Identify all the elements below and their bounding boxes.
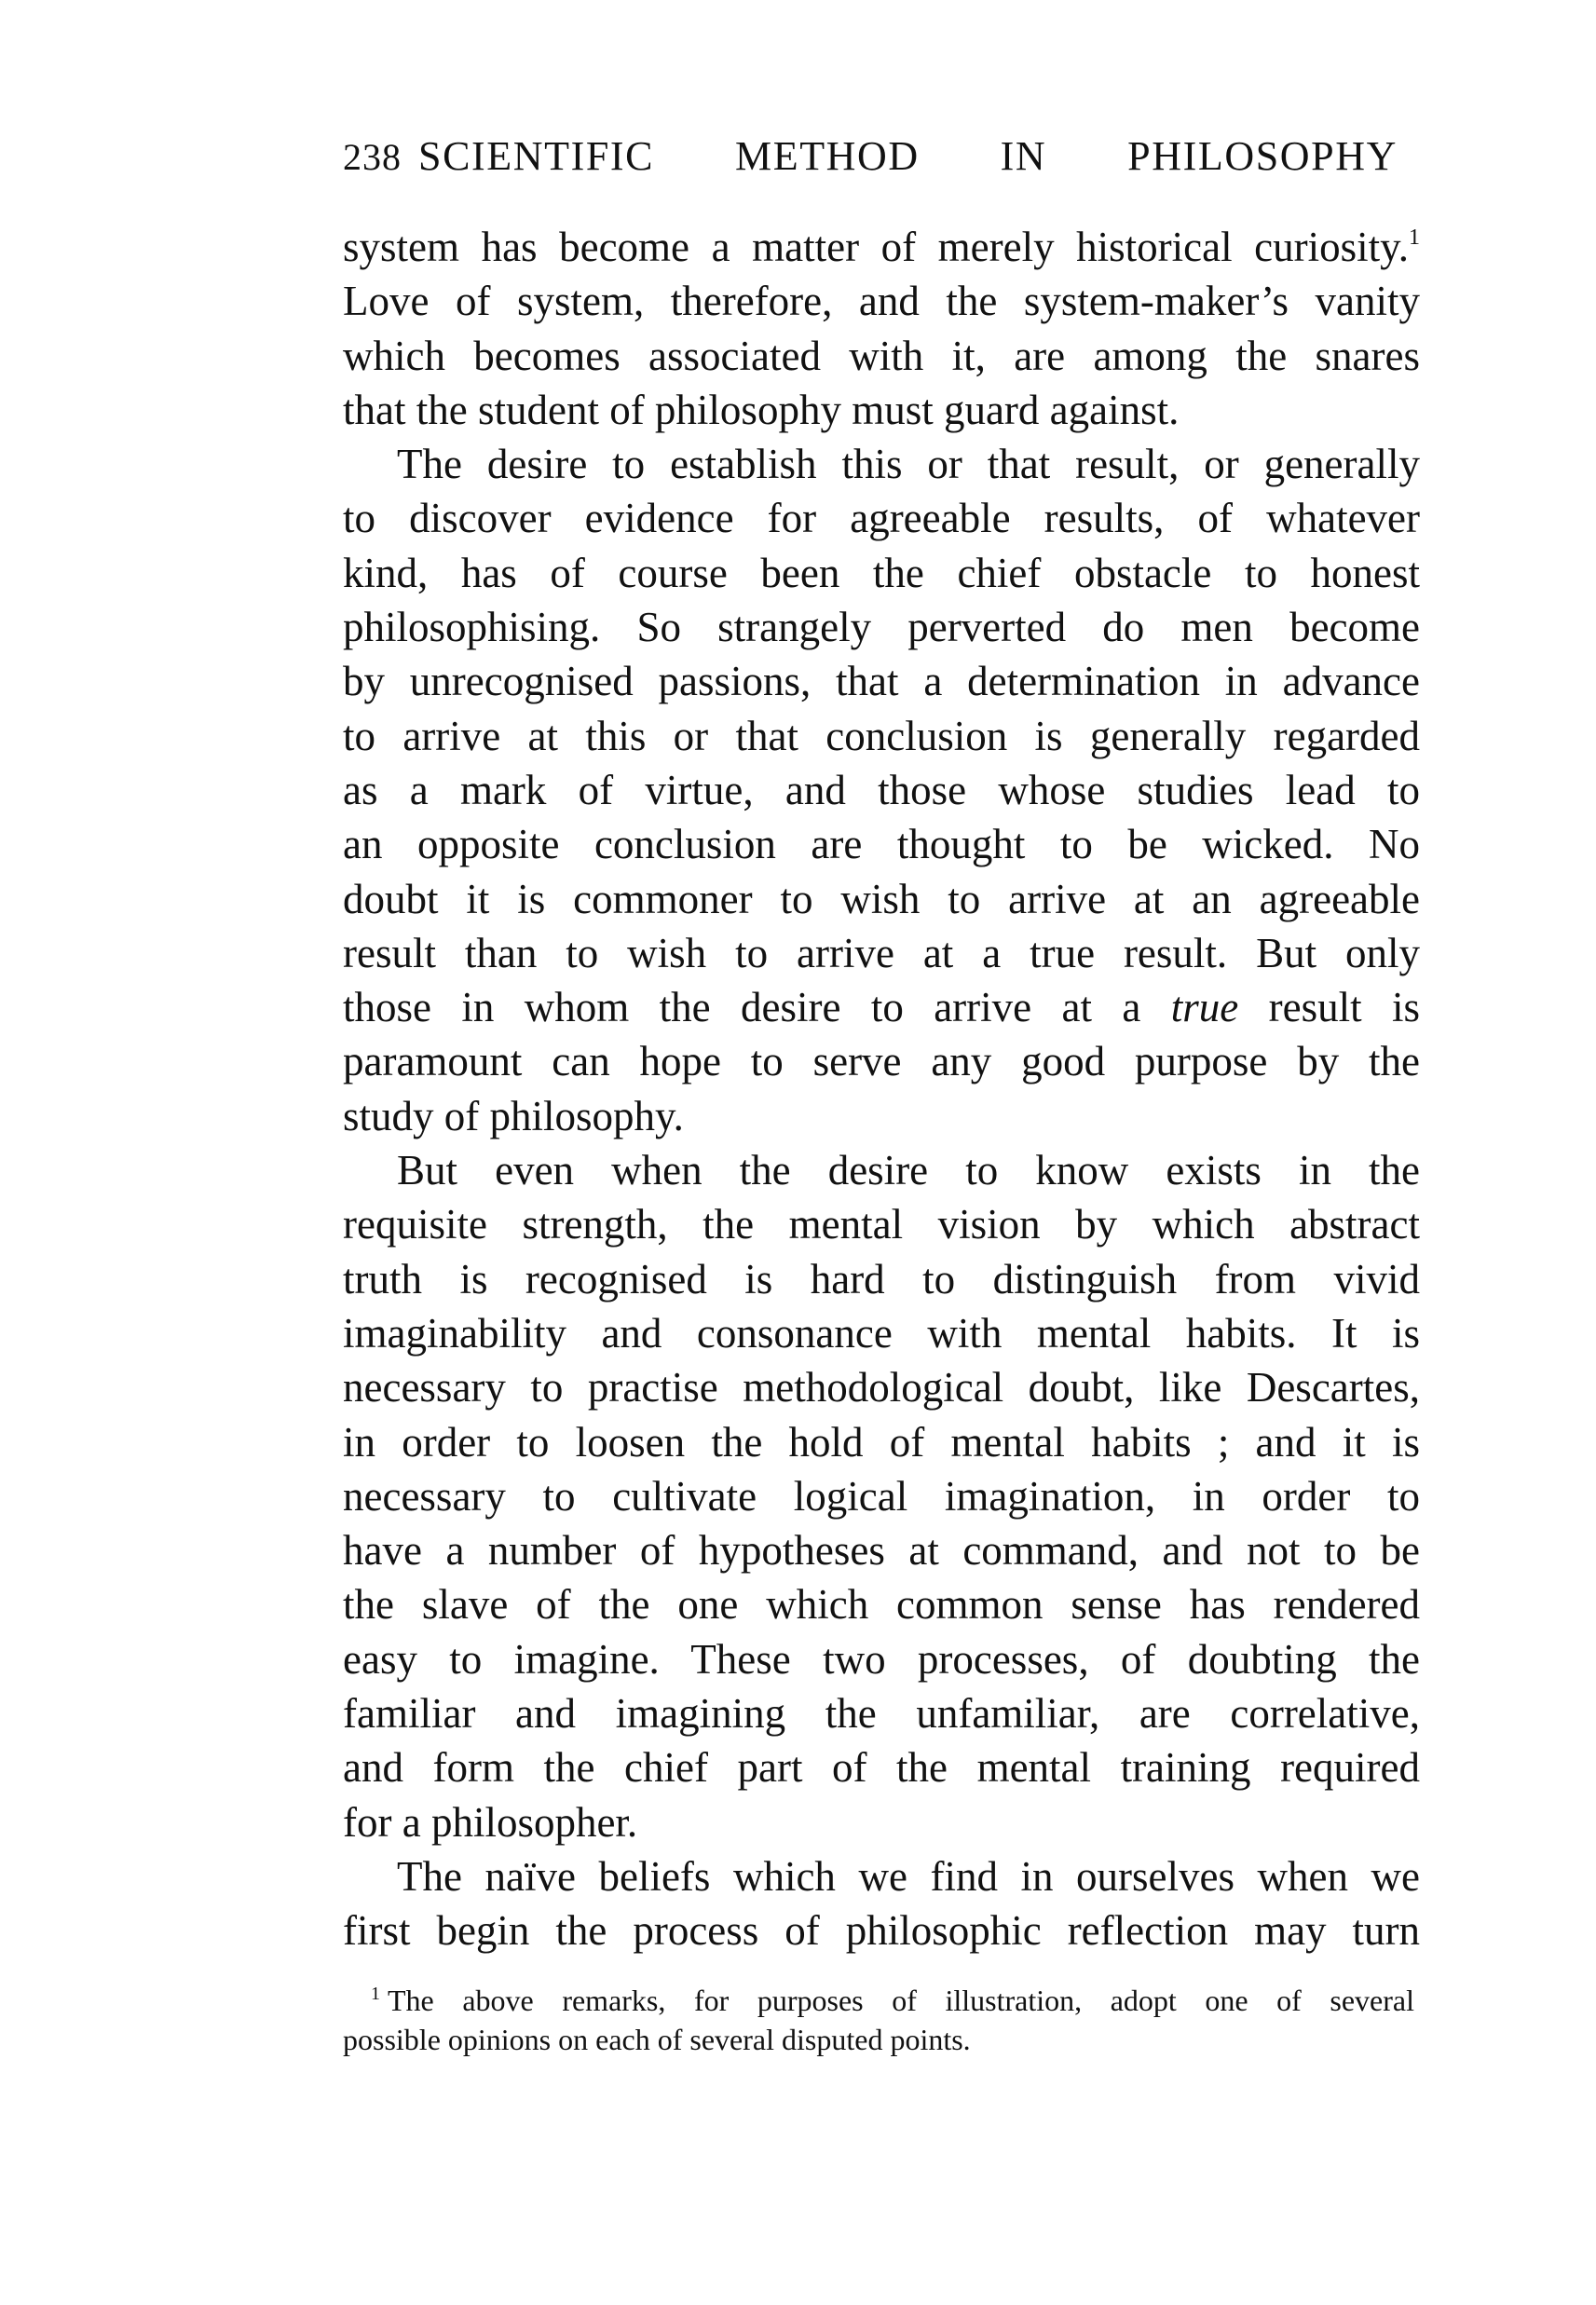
text-line: the slave of the one which common sense has rendered (343, 1581, 1420, 1629)
text-line: in order to loosen the hold of mental habits ; and it is (343, 1418, 1420, 1466)
text-line: kind, has of course been the chief obstacle to honest (343, 549, 1420, 596)
text-line: But even when the desire to know exists in the (397, 1147, 1420, 1194)
text-line: study of philosophy. (343, 1092, 684, 1139)
running-head (343, 130, 1398, 183)
text-line: requisite strength, the mental vision by which abstract (343, 1201, 1420, 1248)
text-line: and form the chief part of the mental training required (343, 1744, 1420, 1792)
text-line: which becomes associated with it, are among the snares (343, 332, 1420, 379)
footnotes (343, 1981, 1414, 2059)
text-line: necessary to cultivate logical imagination, in order to (343, 1472, 1420, 1520)
line-text: result is (1268, 984, 1420, 1031)
text-line: philosophising. So strangely perverted do men become (343, 604, 1420, 651)
text-line: have a number of hypotheses at command, and not to be (343, 1527, 1420, 1575)
paragraph-1 (343, 220, 1420, 437)
text-line: as a mark of virtue, and those whose studies lead to (343, 766, 1420, 813)
paragraph-4 (343, 1849, 1420, 1958)
text-line (343, 980, 1420, 1034)
text-line: imaginability and consonance with mental habits. It is (343, 1309, 1420, 1357)
text-line (343, 220, 1420, 274)
footnote-text: The above remarks, for purposes of illustration, adopt one of several (388, 1984, 1414, 2017)
text-line: The naïve beliefs which we find in ourselves when we (397, 1852, 1420, 1900)
text-line: paramount can hope to serve any good purpose by the (343, 1038, 1420, 1085)
line-text: those in whom the desire to arrive at a (343, 984, 1141, 1031)
text-line: result than to wish to arrive at a true result. But only (343, 929, 1420, 976)
paragraph-2 (343, 437, 1420, 1143)
page-number: 238 (343, 136, 402, 178)
body-text (343, 220, 1420, 1958)
footnote-line: possible opinions on each of several disputed points. (343, 2023, 971, 2056)
running-title: SCIENTIFIC METHOD IN PHILOSOPHY (418, 133, 1398, 179)
text-line: easy to imagine. These two processes, of doubting the (343, 1635, 1420, 1683)
text-line: for a philosopher. (343, 1798, 638, 1846)
paragraph-3 (343, 1143, 1420, 1849)
text-line: familiar and imagining the unfamiliar, are correlative, (343, 1690, 1420, 1738)
text-line: by unrecognised passions, that a determination in advance (343, 658, 1420, 705)
footnote-ref[interactable]: 1 (1409, 225, 1420, 250)
text-line: an opposite conclusion are thought to be wicked. No (343, 821, 1420, 868)
text-line: necessary to practise methodological doubt, like Descartes, (343, 1364, 1420, 1412)
text-line: truth is recognised is hard to distinguish from vivid (343, 1255, 1420, 1303)
text-line: that the student of philosophy must guard against. (343, 386, 1180, 433)
text-line: doubt it is commoner to wish to arrive at an agreeable (343, 875, 1420, 922)
text-line: The desire to establish this or that result, or generally (397, 441, 1420, 488)
text-line: to discover evidence for agreeable results, of whatever (343, 495, 1420, 542)
line-text: system has become a matter of merely historical curiosity. (343, 224, 1409, 270)
footnote-mark: 1 (371, 1984, 380, 2004)
footnote-line (343, 1981, 1414, 2020)
text-line: Love of system, therefore, and the system-maker’s vanity (343, 278, 1420, 325)
text-line: to arrive at this or that conclusion is generally regarded (343, 712, 1420, 759)
text-line: first begin the process of philosophic reflection may turn (343, 1907, 1420, 1955)
emphasis-true: true (1170, 984, 1239, 1031)
